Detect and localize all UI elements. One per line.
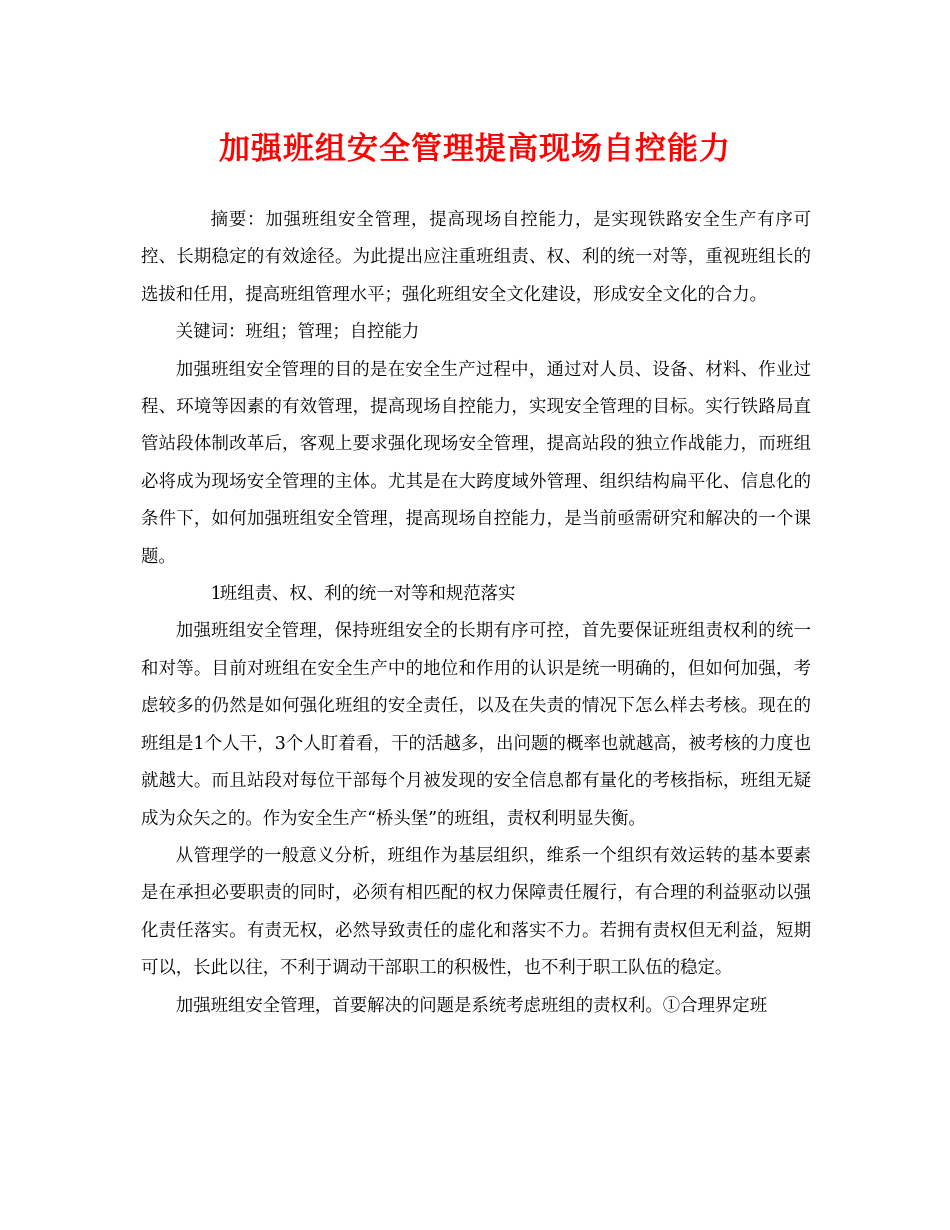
- intro-paragraph: 加强班组安全管理的目的是在安全生产过程中，通过对人员、设备、材料、作业过程、环境等因素的有效管理，提高现场自控能力，实现安全管理的目标。实行铁路局直管站段体制改革后，客观上要求强化现场安全管理，提高站段的独立作战能力，而班组必将成为现场安全管理的主体。尤其是在大跨度域外管理、组织结构扁平化、信息化的条件下，如何加强班组安全管理，提高现场自控能力，是当前亟需研究和解决的一个课题。: [141, 359, 811, 567]
- section-number: 1: [210, 584, 222, 605]
- body-paragraph: 加强班组安全管理，首要解决的问题是系统考虑班组的责权利。①合理界定班: [175, 995, 768, 1016]
- abstract-paragraph: 摘要：加强班组安全管理，提高现场自控能力，是实现铁路安全生产有序可控、长期稳定的有效途径。为此提出应注重班组责、权、利的统一对等，重视班组长的选拔和任用，提高班组管理水平；强化班组安全文化建设，形成安全文化的合力。: [141, 210, 811, 305]
- body-paragraph: 加强班组安全管理，保持班组安全的长期有序可控，首先要保证班组责权利的统一和对等。目前对班组在安全生产中的地位和作用的认识是统一明确的，但如何加强，考虑较多的仍然是如何强化班组的安全责任，以及在失责的情况下怎么样去考核。现在的班组是1个人干，3个人盯着看，干的活越多，出问题的概率也就越高，被考核的力度也就越大。而且站段对每位干部每个月被发现的安全信息都有量化的考核指标，班组无疑成为众矢之的。作为安全生产“桥头堡”的班组，责权利明显失衡。: [141, 621, 811, 829]
- section-heading: [141, 576, 811, 613]
- body-paragraph: 从管理学的一般意义分析，班组作为基层组织，维系一个组织有效运转的基本要素是在承担必要职责的同时，必须有相匹配的权力保障责任履行，有合理的利益驱动以强化责任落实。有责无权，必然导致责任的虚化和落实不力。若拥有责权但无利益，短期可以，长此以往，不利于调动干部职工的积极性，也不利于职工队伍的稳定。: [141, 845, 811, 979]
- document-title: 加强班组安全管理提高现场自控能力: [219, 131, 731, 167]
- section-heading-text: 班组责、权、利的统一对等和规范落实: [219, 584, 516, 605]
- document-body: [141, 202, 811, 1025]
- keywords-paragraph: 关键词：班组；管理；自控能力: [175, 322, 420, 343]
